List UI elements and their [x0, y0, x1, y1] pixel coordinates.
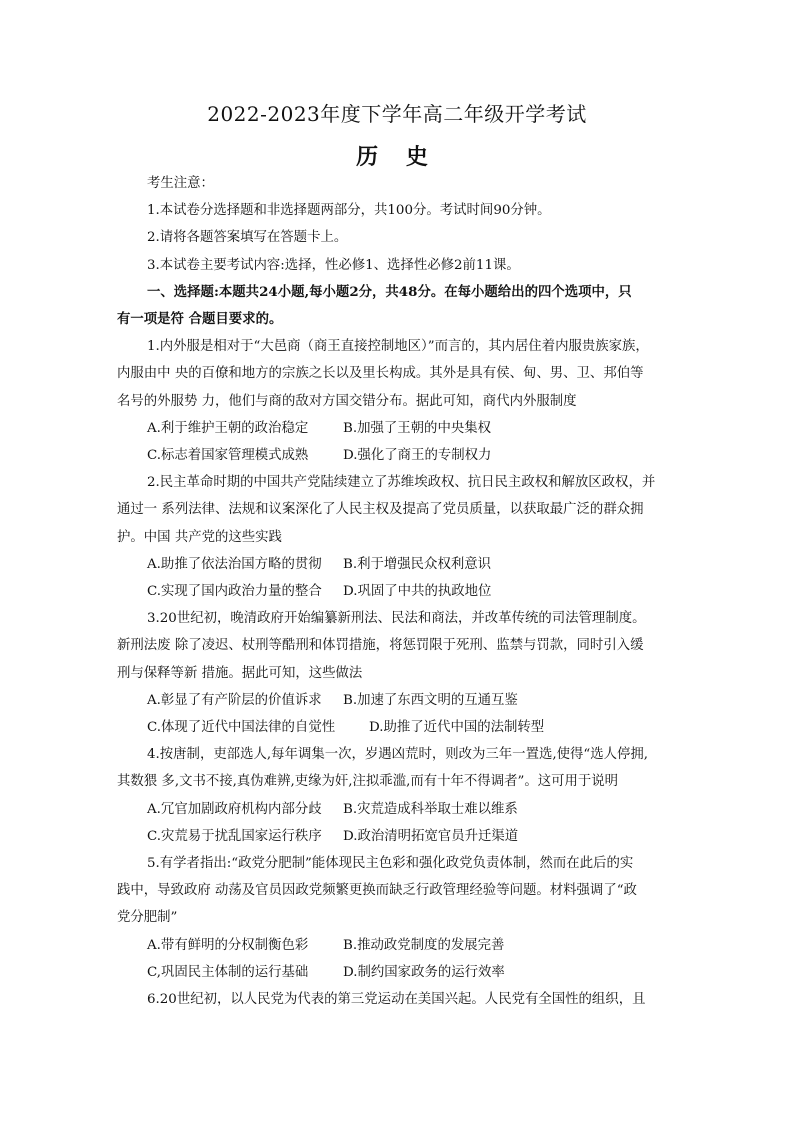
question-1-options-row: [117, 415, 682, 442]
section-heading: 一、选择题:本题共24小题,每小题2分，共48分。在每小题给出的四个选项中，只: [147, 283, 632, 300]
option-d: D.制约国家政务的运行效率: [343, 964, 505, 980]
question-5-line: 5.有学者指出:“政党分肥制”能体现民主色彩和强化政党负责体制，然而在此后的实: [147, 856, 634, 872]
option-b: B.利于增强民众权利意识: [343, 556, 492, 572]
subject-title: 历 史: [356, 144, 438, 170]
option-a: A.带有鲜明的分权制衡色彩: [147, 937, 309, 953]
question-3-options-row: [117, 714, 682, 741]
question-3-options-row: [117, 687, 682, 714]
page-title: 2022-2023年度下学年高二年级开学考试: [207, 102, 587, 126]
option-d: D.政治清明拓宽官员升迁渠道: [343, 828, 519, 844]
question-3-line: 刑与保释等新 措施。据此可知，这些做法: [117, 665, 363, 681]
option-b: B.加速了东西文明的互通互鉴: [343, 692, 518, 708]
question-1-line: 1.内外服是相对于“大邑商（商王直接控制地区）”而言的，其内居住着内服贵族家族，: [147, 339, 649, 355]
question-4-options-row: [117, 796, 682, 823]
question-5-line: 践中，导致政府 动荡及官员因政党频繁更换而缺乏行政管理经验等问题。材料强调了“政: [117, 883, 637, 899]
option-d: D.巩固了中共的执政地位: [343, 584, 492, 600]
notice-item: 1.本试卷分选择题和非选择题两部分，共100分。考试时间90分钟。: [147, 203, 551, 219]
option-d: D.强化了商王的专制权力: [343, 448, 492, 464]
question-5-line: 党分肥制”: [117, 910, 178, 926]
option-d: D.助推了近代中国的法制转型: [369, 720, 545, 736]
option-b: B.加强了王朝的中央集权: [343, 420, 492, 436]
question-2-line: 2.民主革命时期的中国共产党陆续建立了苏维埃政权、抗日民主政权和解放区政权，并: [147, 475, 656, 491]
section-heading-continued: 有一项是符 合题目要求的。: [117, 311, 283, 328]
question-3-line: 新刑法废 除了凌迟、杖刑等酷刑和体罚措施，将惩罚限于死刑、监禁与罚款，同时引入缓: [117, 638, 644, 654]
option-c: C,巩固民主体制的运行基础: [147, 964, 309, 980]
question-4-line: 4.按唐制，吏部选人,每年调集一次，岁遇凶荒时，则改为三年一置选,使得“选人停拥,: [147, 747, 649, 763]
option-a: A.彰显了有产阶层的价值诉求: [147, 692, 322, 708]
notice-item: 2.请将各题答案填写在答题卡上。: [147, 230, 348, 246]
option-c: C.实现了国内政治力量的整合: [147, 584, 322, 600]
notice-item: 3.本试卷主要考试内容:选择，性必修1、选择性必修2前11课。: [147, 257, 520, 273]
question-1-line: 名号的外服势 力，他们与商的敌对方国交错分布。据此可知，商代内外服制度: [117, 393, 577, 409]
option-c: C.体现了近代中国法律的自觉性: [147, 720, 336, 736]
question-2-options-row: [117, 551, 682, 578]
option-c: C.标志着国家管理模式成熟: [147, 448, 309, 464]
question-6-line: 6.20世纪初，以人民党为代表的第三党运动在美国兴起。人民党有全国性的组织，且: [147, 992, 646, 1008]
option-b: B.灾荒造成科举取士难以维系: [343, 801, 518, 817]
exam-body: [117, 170, 682, 1013]
question-4-options-row: [117, 823, 682, 850]
question-5-options-row: [117, 959, 682, 986]
notice-heading: 考生注意：: [147, 176, 214, 191]
question-5-options-row: [117, 932, 682, 959]
question-2-line: 通过一 系列法律、法规和议案深化了人民主权及提高了党员质量，以获取最广泛的群众拥: [117, 502, 644, 518]
question-1-line: 内服由中 央的百僚和地方的宗族之长以及里长构成。其外是具有侯、甸、男、卫、邦伯等: [117, 366, 644, 382]
option-b: B.推动政党制度的发展完善: [343, 937, 505, 953]
option-a: A.利于维护王朝的政治稳定: [147, 420, 309, 436]
question-3-line: 3.20世纪初，晚清政府开始编纂新刑法、民法和商法，并改革传统的司法管理制度。: [147, 611, 646, 627]
question-2-options-row: [117, 578, 682, 605]
question-2-line: 护。中国 共产党的这些实践: [117, 529, 282, 545]
question-1-options-row: [117, 442, 682, 469]
option-a: A.助推了依法治国方略的贯彻: [147, 556, 322, 572]
option-c: C.灾荒易于扰乱国家运行秩序: [147, 828, 322, 844]
question-4-line: 其数猥 多,文书不接,真伪难辨,吏缘为奸,注拟乖滥,而有十年不得调者”。这可用于说明: [117, 774, 619, 790]
option-a: A.冗官加剧政府机构内部分歧: [147, 801, 322, 817]
